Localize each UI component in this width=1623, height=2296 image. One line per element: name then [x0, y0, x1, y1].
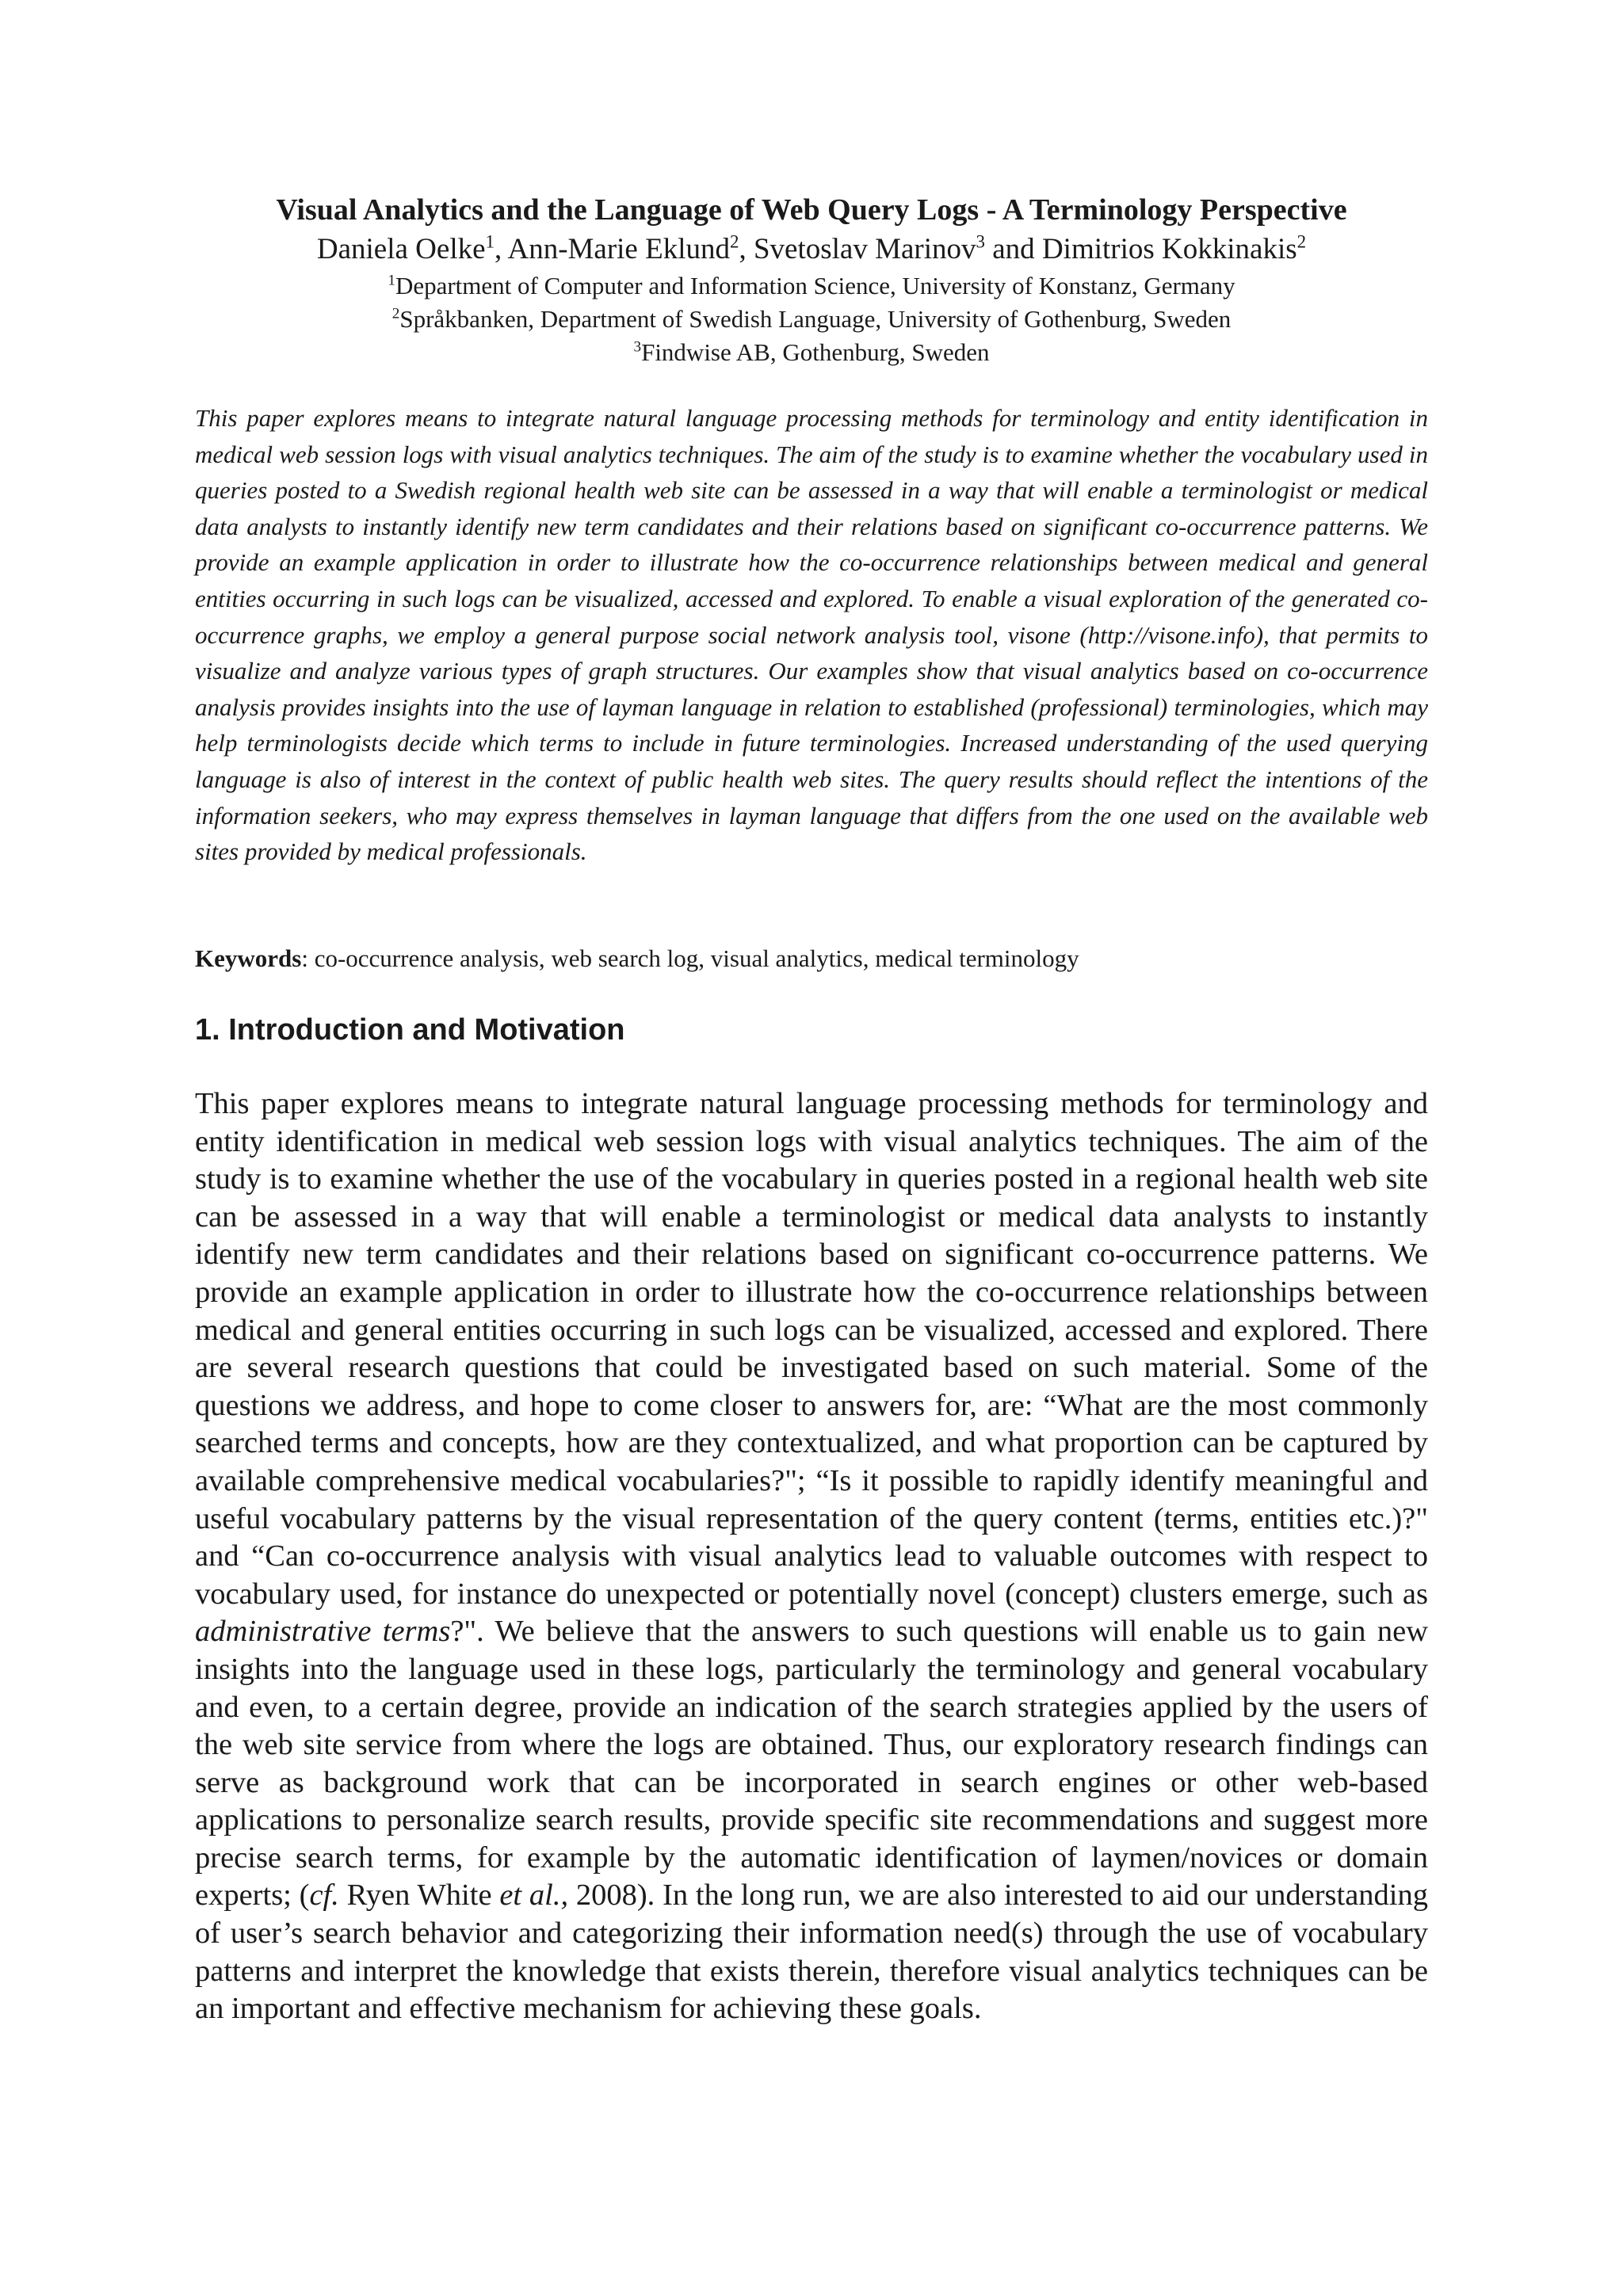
- affiliation: [195, 336, 1428, 369]
- author-affiliation-marker: 1: [485, 231, 495, 252]
- author-name: Daniela Oelke: [316, 233, 486, 265]
- affiliation-marker: 2: [391, 305, 400, 322]
- affiliation-marker: 1: [388, 272, 395, 289]
- citation-cf: cf.: [309, 1878, 339, 1913]
- affiliation-marker: 3: [633, 338, 642, 356]
- affiliation-text: Department of Computer and Information Science, University of Konstanz, Germany: [395, 272, 1235, 299]
- section-heading: 1. Introduction and Motivation: [195, 1013, 625, 1047]
- intro-text-part: ?". We believe that the answers to such questions will enable us to gain new insights into the language used in these logs, particularly the terminology and general vocabulary and even, to a certain degree, provide an indication of the search strategies applied by the users of the web site service from where the logs are obtained. Thus, our exploratory research findings can serve as background work that can be incorporated in search engines or other web-based applications to personalize search results, provide specific site recommendations and suggest more precise search terms, for example by the automatic identification of laymen/novices or domain experts; (: [195, 1615, 1428, 1913]
- keywords-text: : co-occurrence analysis, web search log, visual analytics, medical terminology: [301, 944, 1079, 972]
- citation-etal: et al.,: [499, 1878, 569, 1913]
- affiliation-text: Språkbanken, Department of Swedish Language, University of Gothenburg, Sweden: [399, 305, 1232, 333]
- intro-italic-term: administrative terms: [195, 1615, 451, 1649]
- author-separator: and: [985, 233, 1042, 265]
- paper-title: Visual Analytics and the Language of Web Query Logs - A Terminology Perspective: [276, 193, 1347, 227]
- keywords: [195, 943, 1428, 974]
- author-affiliation-marker: 2: [730, 231, 739, 252]
- author-list: [195, 230, 1428, 269]
- author-separator: ,: [495, 233, 508, 265]
- author-name: Ann-Marie Eklund: [507, 233, 730, 265]
- intro-text-part: 2008). In the long run, we are also interested to aid our understanding of user’s search behavior and categorizing their information need(s) through the use of vocabulary patterns and interpret the knowledge that exists therein, therefore visual analytics techniques can be an important and effective mechanism for achieving these goals.: [195, 1878, 1429, 2026]
- author-separator: ,: [739, 233, 754, 265]
- affiliation: [195, 303, 1428, 336]
- intro-paragraph: [195, 1085, 1428, 2028]
- affiliation-text: Findwise AB, Gothenburg, Sweden: [641, 338, 990, 366]
- abstract: This paper explores means to integrate natural language processing methods for terminology and entity identification in medical web session logs with visual analytics techniques. The aim of the study is to examine whether the vocabulary used in queries posted to a Swedish regional health web site can be assessed in a way that will enable a terminologist or medical data analysts to instantly identify new term candidates and their relations based on significant co-occurrence patterns. We provide an example application in order to illustrate how the co-occurrence relationships between medical and general entities occurring in such logs can be visualized, accessed and explored. To enable a visual exploration of the generated co-occurrence graphs, we employ a general purpose social network analysis tool, visone (http://visone.info), that permits to visualize and analyze various types of graph structures. Our examples show that visual analytics based on co-occurrence analysis provides insights into the use of layman language in relation to established (professional) terminologies, which may help terminologists decide which terms to include in future terminologies. Increased understanding of the used querying language is also of interest in the context of public health web sites. The query results should reflect the intentions of the information seekers, who may express themselves in layman language that differs from the one used on the available web sites provided by medical professionals.: [195, 404, 1428, 866]
- intro-text-part: This paper explores means to integrate natural language processing methods for terminology and entity identification in medical web session logs with visual analytics techniques. The aim of the study is to examine whether the use of the vocabulary in queries posted in a regional health web site can be assessed in a way that will enable a terminologist or medical data analysts to instantly identify new term candidates and their relations based on significant co-occurrence patterns. We provide an example application in order to illustrate how the co-occurrence relationships between medical and general entities occurring in such logs can be visualized, accessed and explored. There are several research questions that could be investigated based on such material. Some of the questions we address, and hope to come closer to answers for, are: “What are the most commonly searched terms and concepts, how are they contextualized, and what proportion can be captured by available comprehensive medical vocabularies?"; “Is it possible to rapidly identify meaningful and useful vocabulary patterns by the visual representation of the query content (terms, entities etc.)?" and “Can co-occurrence analysis with visual analytics lead to valuable outcomes with respect to vocabulary used, for instance do unexpected or potentially novel (concept) clusters emerge, such as: [195, 1087, 1428, 1611]
- author-name: Dimitrios Kokkinakis: [1041, 233, 1297, 265]
- affiliation: [195, 269, 1428, 303]
- paper-header: [195, 190, 1428, 369]
- author-affiliation-marker: 2: [1296, 231, 1307, 252]
- keywords-label: Keywords: [195, 944, 302, 972]
- intro-text-part: Ryen White: [338, 1878, 500, 1913]
- author-name: Svetoslav Marinov: [753, 233, 976, 265]
- author-affiliation-marker: 3: [976, 231, 985, 252]
